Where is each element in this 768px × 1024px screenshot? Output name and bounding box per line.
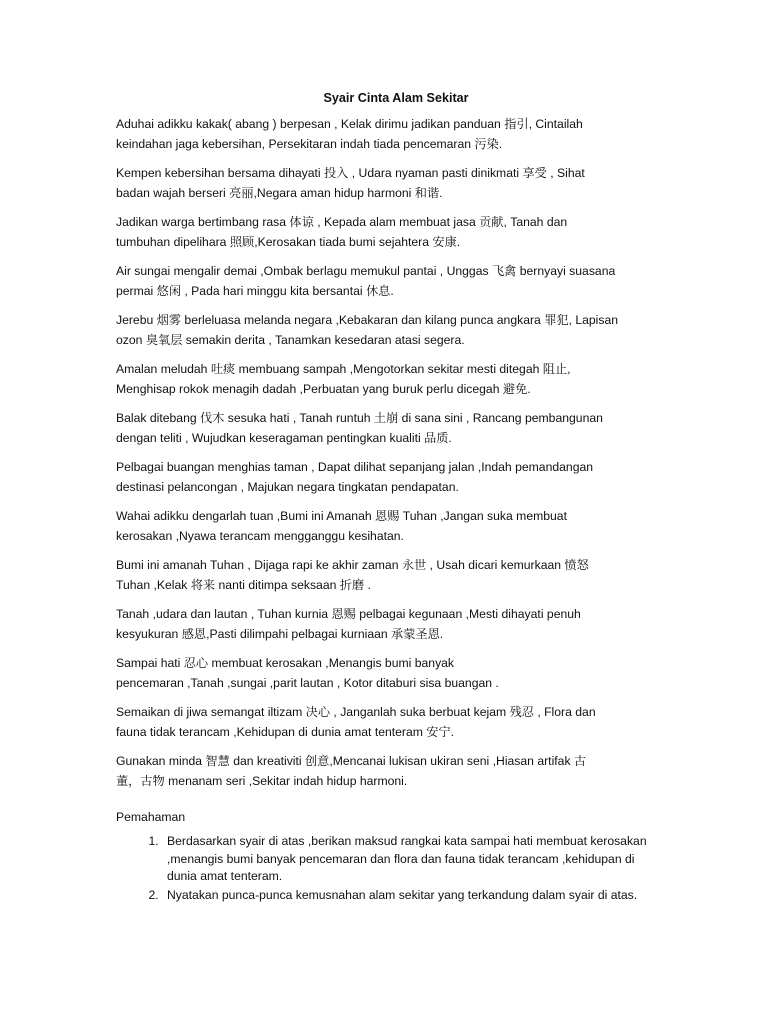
poem-body	[116, 114, 656, 791]
stanza-line: Gunakan minda 智慧 dan kreativiti 创意,Mencanai lukisan ukiran seni ,Hiasan artifak 古	[116, 754, 587, 768]
document-title: Syair Cinta Alam Sekitar	[323, 91, 469, 105]
question-item: 1. Berdasarkan syair di atas ,berikan maksud rangkai kata sampai hati membuat kerosakan ,menangis bumi banyak pencemaran dan flora dan fauna tidak terancam ,kehidupan di dunia amat tenteram.	[162, 833, 656, 886]
stanza-line: fauna tidak terancam ,Kehidupan di dunia amat tenteram 安宁.	[116, 725, 455, 739]
stanza-line: Menghisap rokok menagih dadah ,Perbuatan yang buruk perlu dicegah 避免.	[116, 382, 531, 396]
stanza	[116, 408, 656, 448]
stanza-line: destinasi pelancongan , Majukan negara tingkatan pendapatan.	[116, 480, 459, 494]
document-page	[116, 88, 656, 905]
stanza-line: kerosakan ,Nyawa terancam mengganggu kesihatan.	[116, 529, 404, 543]
stanza	[116, 702, 656, 742]
stanza-line: 董，古物 menanam seri ,Sekitar indah hidup harmoni.	[116, 774, 408, 788]
stanza	[116, 261, 656, 301]
stanza-line: Kempen kebersihan bersama dihayati 投入 , Udara nyaman pasti dinikmati 享受 , Sihat	[116, 166, 585, 180]
stanza-line: Semaikan di jiwa semangat iltizam 决心 , Janganlah suka berbuat kejam 残忍 , Flora dan	[116, 705, 596, 719]
stanza-line: dengan teliti , Wujudkan keseragaman pentingkan kualiti 品质.	[116, 431, 452, 445]
stanza	[116, 359, 656, 399]
stanza-line: ozon 臭氧层 semakin derita , Tanamkan kesedaran atasi segera.	[116, 333, 465, 347]
stanza	[116, 310, 656, 350]
stanza	[116, 212, 656, 252]
stanza	[116, 506, 656, 546]
question-list	[116, 833, 656, 904]
stanza	[116, 163, 656, 203]
stanza-line: Aduhai adikku kakak( abang ) berpesan , Kelak dirimu jadikan panduan 指引, Cintailah	[116, 117, 583, 131]
stanza-line: Tuhan ,Kelak 将来 nanti ditimpa seksaan 折磨 .	[116, 578, 371, 592]
stanza-line: Jadikan warga bertimbang rasa 体谅 , Kepada alam membuat jasa 贡献, Tanah dan	[116, 215, 568, 229]
stanza-line: Tanah ,udara dan lautan , Tuhan kurnia 恩赐 pelbagai kegunaan ,Mesti dihayati penuh	[116, 607, 581, 621]
stanza-line: kesyukuran 感恩,Pasti dilimpahi pelbagai kurniaan 承蒙圣恩.	[116, 627, 444, 641]
stanza	[116, 604, 656, 644]
stanza-line: tumbuhan dipelihara 照顾,Kerosakan tiada bumi sejahtera 安康.	[116, 235, 461, 249]
stanza-line: pencemaran ,Tanah ,sungai ,parit lautan , Kotor ditaburi sisa buangan .	[116, 676, 499, 690]
stanza-line: Pelbagai buangan menghias taman , Dapat dilihat sepanjang jalan ,Indah pemandangan	[116, 460, 594, 474]
stanza-line: badan wajah berseri 亮丽,Negara aman hidup harmoni 和谐.	[116, 186, 443, 200]
stanza-line: Balak ditebang 伐木 sesuka hati , Tanah runtuh 土崩 di sana sini , Rancang pembangunan	[116, 411, 603, 425]
stanza	[116, 457, 656, 497]
stanza-line: Sampai hati 忍心 membuat kerosakan ,Menangis bumi banyak	[116, 656, 455, 670]
stanza	[116, 555, 656, 595]
section-heading: Pemahaman	[116, 810, 186, 824]
stanza-line: Wahai adikku dengarlah tuan ,Bumi ini Amanah 恩赐 Tuhan ,Jangan suka membuat	[116, 509, 567, 523]
stanza-line: permai 悠闲 , Pada hari minggu kita bersantai 休息.	[116, 284, 394, 298]
stanza	[116, 114, 656, 154]
stanza-line: keindahan jaga kebersihan, Persekitaran indah tiada pencemaran 污染.	[116, 137, 503, 151]
stanza-line: Jerebu 烟雾 berleluasa melanda negara ,Kebakaran dan kilang punca angkara 罪犯, Lapisan	[116, 313, 619, 327]
stanza-line: Bumi ini amanah Tuhan , Dijaga rapi ke akhir zaman 永世 , Usah dicari kemurkaan 愤怒	[116, 558, 589, 572]
stanza-line: Air sungai mengalir demai ,Ombak berlagu memukul pantai , Unggas 飞禽 bernyayi suasana	[116, 264, 616, 278]
stanza	[116, 751, 656, 791]
stanza-line: Amalan meludah 吐痰 membuang sampah ,Mengotorkan sekitar mesti ditegah 阻止,	[116, 362, 571, 376]
stanza	[116, 653, 656, 693]
question-item: 2. Nyatakan punca-punca kemusnahan alam sekitar yang terkandung dalam syair di atas.	[162, 887, 656, 905]
